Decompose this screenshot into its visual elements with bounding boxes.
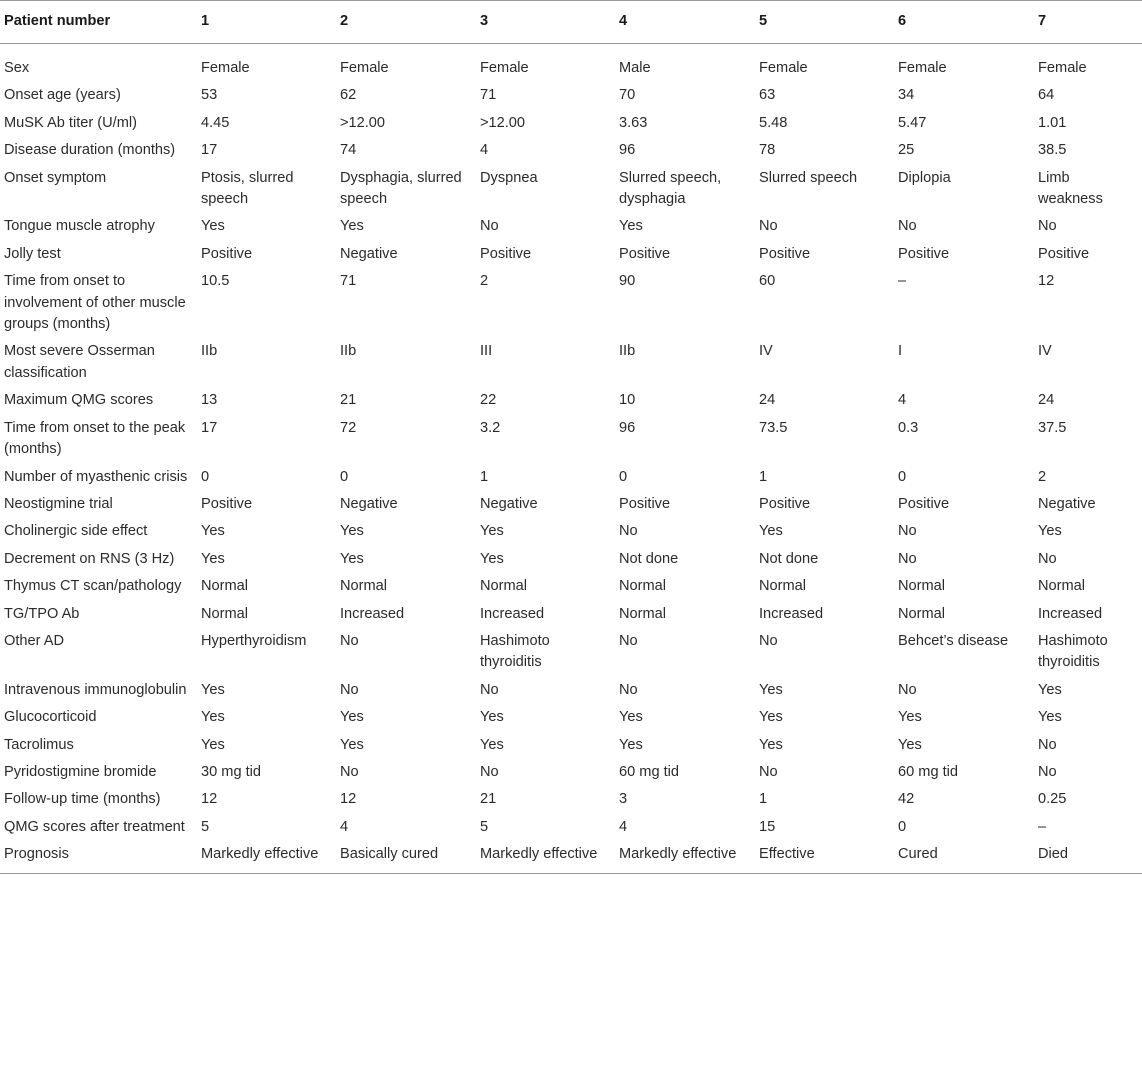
table-cell: 62	[340, 87, 357, 104]
table-row	[0, 465, 1142, 492]
table-cell: Yes	[759, 523, 783, 540]
row-label: Tongue muscle atrophy	[4, 218, 155, 235]
table-cell: 1	[759, 468, 768, 485]
table-cell: Increased	[759, 605, 824, 622]
table-cell: 0.25	[1038, 791, 1067, 808]
table-row	[0, 574, 1142, 601]
table-cell: Normal	[1038, 578, 1086, 595]
table-cell: No	[759, 763, 778, 780]
table-cell: IIb	[201, 343, 218, 360]
table-cell: Dysphagia, slurred speech	[340, 169, 462, 208]
table-cell: Yes	[1038, 523, 1062, 540]
row-label: Onset age (years)	[4, 87, 121, 104]
table-cell: >12.00	[340, 114, 386, 131]
row-label: Most severe Osserman classification	[4, 343, 155, 381]
table-cell: 71	[480, 87, 497, 104]
table-cell: 24	[1038, 392, 1055, 409]
table-cell: No	[898, 523, 917, 540]
table-row	[0, 760, 1142, 787]
table-cell: 25	[898, 142, 915, 159]
table-cell: Hashimoto thyroiditis	[1038, 632, 1108, 671]
row-label: Other AD	[4, 632, 65, 649]
table-cell: Yes	[340, 709, 364, 726]
table-cell: Yes	[759, 681, 783, 698]
table-cell: No	[480, 681, 499, 698]
table-cell: 5	[201, 818, 210, 835]
table-cell: 1.01	[1038, 114, 1067, 131]
table-cell: 60	[759, 273, 776, 290]
table-cell: No	[340, 632, 359, 649]
table-cell: Positive	[201, 495, 253, 512]
table-cell: 30 mg tid	[201, 763, 262, 780]
table-cell: 21	[340, 392, 357, 409]
row-label: Neostigmine trial	[4, 495, 113, 512]
table-cell: 42	[898, 791, 915, 808]
table-cell: Positive	[480, 245, 532, 262]
table-cell: 0	[619, 468, 628, 485]
table-header	[0, 1, 1142, 44]
table-cell: Yes	[201, 681, 225, 698]
table-cell: Positive	[898, 495, 950, 512]
table-row	[0, 269, 1142, 339]
row-label: Disease duration (months)	[4, 142, 176, 159]
table-cell: Limb weakness	[1038, 169, 1103, 208]
table-cell: Positive	[759, 245, 811, 262]
table-cell: Effective	[755, 842, 894, 873]
row-label: Intravenous immunoglobulin	[4, 681, 187, 698]
table-row	[0, 842, 1142, 873]
table-row	[0, 733, 1142, 760]
table-cell: 3.2	[480, 419, 501, 436]
table-cell: Markedly effective	[197, 842, 336, 873]
table-cell: >12.00	[480, 114, 526, 131]
table-cell: 10.5	[201, 273, 230, 290]
table-cell: 3	[619, 791, 628, 808]
table-cell: 72	[340, 419, 357, 436]
table-cell: 0	[340, 468, 349, 485]
table-cell: 24	[759, 392, 776, 409]
row-label: Onset symptom	[4, 169, 107, 186]
table-row	[0, 678, 1142, 705]
table-cell: IIb	[619, 343, 636, 360]
table-cell: No	[1038, 763, 1057, 780]
table-cell: Female	[340, 60, 389, 76]
table-cell: –	[1038, 818, 1047, 835]
table-cell: Slurred speech, dysphagia	[619, 169, 722, 208]
table-cell: Markedly effective	[476, 842, 615, 873]
row-label: Tacrolimus	[4, 736, 74, 753]
table-cell: No	[759, 632, 778, 649]
table-cell: Yes	[201, 218, 225, 235]
row-label: Sex	[4, 60, 30, 76]
table-cell: Yes	[759, 736, 783, 753]
row-label: Thymus CT scan/pathology	[4, 578, 182, 595]
table-cell: 5.48	[759, 114, 788, 131]
table-cell: No	[1038, 736, 1057, 753]
table-cell: 4	[340, 818, 349, 835]
table-cell: Female	[201, 60, 250, 76]
row-label: Prognosis	[0, 842, 197, 873]
table-cell: Yes	[201, 550, 225, 567]
table-row	[0, 547, 1142, 574]
table-cell: IV	[1038, 343, 1052, 360]
table-cell: 5.47	[898, 114, 927, 131]
row-label: Jolly test	[4, 245, 61, 262]
table-cell: Yes	[201, 736, 225, 753]
row-label: Number of myasthenic crisis	[4, 468, 188, 485]
table-cell: No	[1038, 550, 1057, 567]
table-cell: 71	[340, 273, 357, 290]
table-cell: Yes	[1038, 709, 1062, 726]
table-cell: 90	[619, 273, 636, 290]
table-cell: Yes	[619, 218, 643, 235]
table-cell: Yes	[619, 709, 643, 726]
table-cell: 22	[480, 392, 497, 409]
table-row	[0, 416, 1142, 465]
table-cell: 10	[619, 392, 636, 409]
table-cell: Yes	[340, 218, 364, 235]
table-cell: Dyspnea	[480, 169, 538, 186]
table-cell: Increased	[340, 605, 405, 622]
table-cell: Positive	[619, 245, 671, 262]
table-cell: Negative	[1038, 495, 1096, 512]
table-cell: Diplopia	[898, 169, 951, 186]
table-cell: Positive	[759, 495, 811, 512]
row-label: Decrement on RNS (3 Hz)	[4, 550, 175, 567]
table-cell: No	[619, 681, 638, 698]
table-cell: III	[480, 343, 493, 360]
table-cell: 3.63	[619, 114, 648, 131]
header-patient-4: 4	[615, 1, 755, 44]
table-row	[0, 44, 1142, 84]
table-cell: IIb	[340, 343, 357, 360]
table-cell: No	[619, 523, 638, 540]
header-patient-6: 6	[894, 1, 1034, 44]
table-cell: Female	[480, 60, 529, 76]
table-cell: 60 mg tid	[898, 763, 959, 780]
table-cell: Yes	[201, 709, 225, 726]
table-cell: Increased	[1038, 605, 1103, 622]
table-cell: 74	[340, 142, 357, 159]
table-cell: Normal	[340, 578, 388, 595]
table-cell: Normal	[619, 578, 667, 595]
table-cell: 38.5	[1038, 142, 1067, 159]
table-cell: No	[480, 763, 499, 780]
table-cell: 4	[619, 818, 628, 835]
table-cell: No	[619, 632, 638, 649]
table-cell: Female	[1038, 60, 1087, 76]
table-row	[0, 166, 1142, 215]
row-label: MuSK Ab titer (U/ml)	[4, 114, 137, 131]
header-patient-1: 1	[197, 1, 336, 44]
table-cell: Normal	[898, 578, 946, 595]
table-cell: 0	[898, 468, 907, 485]
table-cell: 13	[201, 392, 218, 409]
table-cell: Yes	[619, 736, 643, 753]
table-row	[0, 519, 1142, 546]
table-cell: Yes	[480, 550, 504, 567]
table-cell: Basically cured	[336, 842, 476, 873]
table-cell: Yes	[340, 523, 364, 540]
table-cell: No	[480, 218, 499, 235]
row-label: QMG scores after treatment	[4, 818, 185, 835]
table-cell: Negative	[480, 495, 538, 512]
table-cell: Yes	[201, 523, 225, 540]
row-label: Time from onset to involvement of other muscle groups (months)	[4, 273, 186, 333]
table-cell: No	[898, 218, 917, 235]
table-cell: 5	[480, 818, 489, 835]
table-cell: 4	[898, 392, 907, 409]
table-cell: 78	[759, 142, 776, 159]
row-label: Time from onset to the peak (months)	[4, 419, 186, 458]
table-row	[0, 705, 1142, 732]
table-cell: No	[340, 763, 359, 780]
table-cell: 0.3	[898, 419, 919, 436]
table-cell: Yes	[759, 709, 783, 726]
table-cell: 53	[201, 87, 218, 104]
table-cell: Normal	[759, 578, 807, 595]
table-cell: Yes	[480, 523, 504, 540]
table-cell: 96	[619, 419, 636, 436]
table-cell: Markedly effective	[615, 842, 755, 873]
table-cell: 2	[480, 273, 489, 290]
table-cell: Hyperthyroidism	[201, 632, 307, 649]
table-cell: Negative	[340, 245, 398, 262]
table-cell: 17	[201, 419, 218, 436]
table-cell: Behcet’s disease	[898, 632, 1009, 649]
table-cell: Not done	[619, 550, 679, 567]
table-cell: Female	[759, 60, 808, 76]
table-cell: 12	[201, 791, 218, 808]
table-row	[0, 83, 1142, 110]
table-cell: Male	[619, 60, 651, 76]
table-cell: IV	[759, 343, 773, 360]
table-cell: Cured	[894, 842, 1034, 873]
table-row	[0, 602, 1142, 629]
table-cell: 12	[340, 791, 357, 808]
table-cell: Increased	[480, 605, 545, 622]
table-cell: 0	[898, 818, 907, 835]
table-cell: 64	[1038, 87, 1055, 104]
table-cell: 12	[1038, 273, 1055, 290]
header-patient-3: 3	[476, 1, 615, 44]
header-patient-7: 7	[1034, 1, 1142, 44]
table-cell: Not done	[759, 550, 819, 567]
table-cell: 4.45	[201, 114, 230, 131]
table-cell: Ptosis, slurred speech	[201, 169, 294, 208]
table-cell: Positive	[898, 245, 950, 262]
row-label: Glucocorticoid	[4, 709, 97, 726]
table-cell: Yes	[898, 709, 922, 726]
table-cell: Slurred speech	[759, 169, 858, 186]
table-row	[0, 242, 1142, 269]
table-row	[0, 815, 1142, 842]
table-cell: 21	[480, 791, 497, 808]
row-label: Follow-up time (months)	[4, 791, 161, 808]
table-cell: 0	[201, 468, 210, 485]
table-cell: Normal	[201, 578, 249, 595]
table-cell: Positive	[1038, 245, 1090, 262]
table-cell: 15	[759, 818, 776, 835]
table-cell: 63	[759, 87, 776, 104]
table-cell: Normal	[619, 605, 667, 622]
table-cell: 60 mg tid	[619, 763, 680, 780]
table-cell: 70	[619, 87, 636, 104]
table-cell: Yes	[340, 736, 364, 753]
table-cell: Yes	[898, 736, 922, 753]
table-row	[0, 214, 1142, 241]
table-cell: 1	[759, 791, 768, 808]
header-patient-5: 5	[755, 1, 894, 44]
table-cell: 17	[201, 142, 218, 159]
table-cell: Normal	[201, 605, 249, 622]
row-label: Cholinergic side effect	[4, 523, 148, 540]
table-cell: Hashimoto thyroiditis	[480, 632, 550, 671]
table-cell: Normal	[480, 578, 528, 595]
table-cell: 34	[898, 87, 915, 104]
table-cell: 1	[480, 468, 489, 485]
table-row	[0, 111, 1142, 138]
table-row	[0, 138, 1142, 165]
table-cell: Yes	[1038, 681, 1062, 698]
table-row	[0, 787, 1142, 814]
table-cell: Yes	[480, 709, 504, 726]
header-patient-2: 2	[336, 1, 476, 44]
table-cell: Yes	[340, 550, 364, 567]
header-patient-number: Patient number	[0, 1, 197, 44]
table-cell: Negative	[340, 495, 398, 512]
table-cell: Female	[898, 60, 947, 76]
table-cell: –	[898, 273, 907, 290]
table-cell: No	[898, 550, 917, 567]
header-row	[0, 1, 1142, 44]
table-body	[0, 44, 1142, 874]
table-row	[0, 339, 1142, 388]
table-cell: Positive	[201, 245, 253, 262]
table-row	[0, 388, 1142, 415]
table-cell: Yes	[480, 736, 504, 753]
table-row	[0, 629, 1142, 678]
table-cell: 73.5	[759, 419, 788, 436]
table-cell: No	[759, 218, 778, 235]
row-label: TG/TPO Ab	[4, 605, 80, 622]
table-cell: No	[898, 681, 917, 698]
table-cell: No	[1038, 218, 1057, 235]
row-label: Pyridostigmine bromide	[4, 763, 157, 780]
table-row	[0, 492, 1142, 519]
table-cell: Normal	[898, 605, 946, 622]
row-label: Maximum QMG scores	[4, 392, 154, 409]
table-cell: 96	[619, 142, 636, 159]
table-cell: Positive	[619, 495, 671, 512]
table-cell: 2	[1038, 468, 1047, 485]
table-cell: I	[898, 343, 903, 360]
table-cell: Died	[1034, 842, 1142, 873]
table-cell: 37.5	[1038, 419, 1067, 436]
table-cell: No	[340, 681, 359, 698]
table-cell: 4	[480, 142, 489, 159]
